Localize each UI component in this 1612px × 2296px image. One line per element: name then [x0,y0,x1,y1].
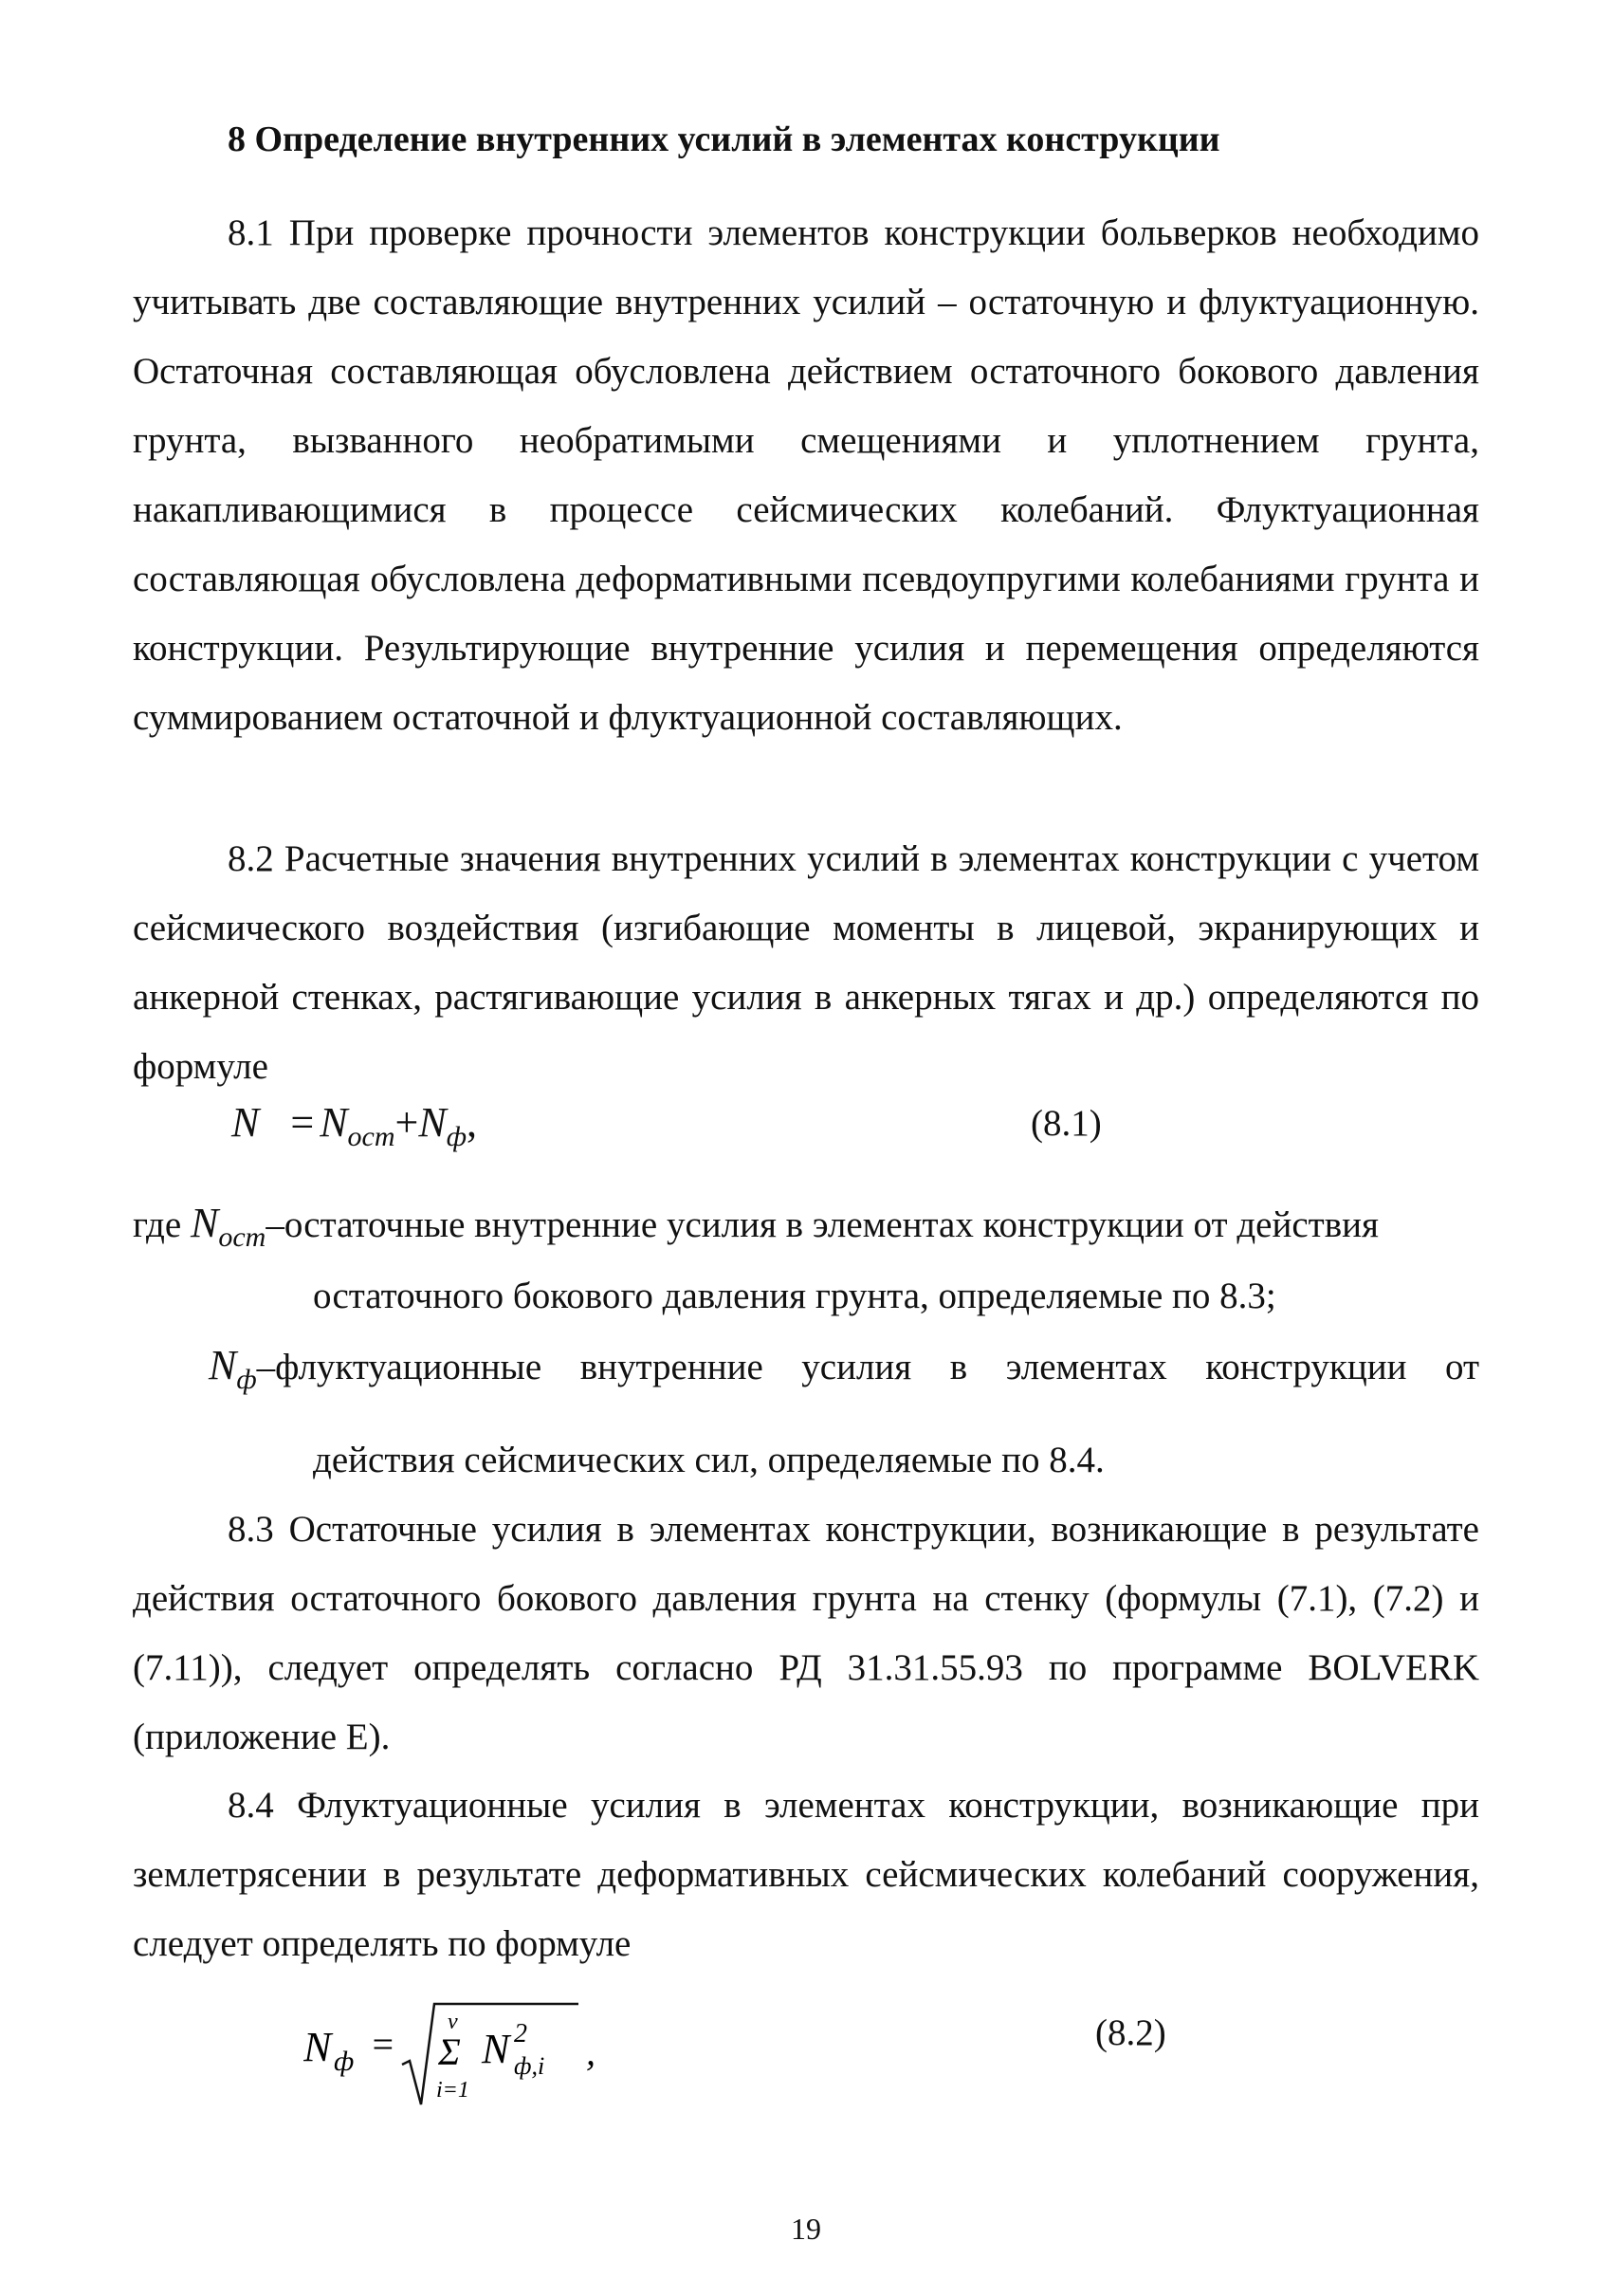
where-item-1-text: –остаточные внутренние усилия в элементах конструкции от действия [266,1204,1379,1245]
formula-8-2-term-sup: 2 [514,2019,527,2048]
formula-8-2 [303,1987,626,2110]
where-prefix: где [133,1204,182,1245]
formula-8-2-term-sub: ф,i [514,2052,545,2080]
formula-8-1-term2-sub: ф [446,1121,467,1152]
formula-8-1-lhs: N [231,1099,260,1146]
where-item-2-text: –флуктуационные внутренние усилия в элементах конструкции от [256,1347,1479,1387]
where-item-1-symbol: $N_{ост}$ [190,1200,266,1253]
formula-8-1-equals: = [290,1099,315,1146]
formula-8-2-term: N [482,2026,510,2072]
where-item-1-continuation: остаточного бокового давления грунта, определяемые по 8.3; [313,1276,1276,1316]
equation-number-8-1: (8.1) [1031,1103,1102,1144]
where-item-2-continuation: действия сейсмических сил, определяемые по 8.4. [313,1440,1105,1480]
formula-8-2-sum-symbol: Σ [438,2030,461,2073]
formula-8-2-sum-upper: v [448,2010,458,2034]
formula-8-2-sum-lower: i=1 [436,2078,469,2103]
formula-8-1-term2: N [418,1099,447,1146]
formula-8-1-term1: N [320,1099,348,1146]
paragraph-8-2: 8.2 Расчетные значения внутренних усилий в элементах конструкции с учетом сейсмического воздействия (изгибающие моменты в лицевой, экранирующих и анкерной стенках, растягивающие усилия в анкерных тягах и др.) определяются по формуле [133,838,1479,1087]
formula-8-2-trail: , [586,2030,595,2073]
formula-8-1 [231,1098,478,1152]
formula-8-2-lhs-sub: ф [334,2046,355,2077]
formula-8-1-trail: , [467,1099,478,1146]
paragraph-8-4: 8.4 Флуктуационные усилия в элементах конструкции, возникающие при землетрясении в результате деформативных сейсмических колебаний сооружения, следует определять по формуле [133,1785,1479,1964]
where-item-2 [209,1331,1479,1405]
formula-8-1-term1-sub: ост [347,1121,395,1152]
paragraph-8-1: 8.1 При проверке прочности элементов конструкции больверков необходимо учитывать две составляющие внутренних усилий – остаточную и флуктуационную. Остаточная составляющая обусловлена действием остаточного бокового давления грунта, вызванного необратимыми смещениями и уплотнением грунта, накапливающимися в процессе сейсмических колебаний. Флуктуационная составляющая обусловлена деформативными псевдоупругими колебаниями грунта и конструкции. Результирующие внутренние усилия и перемещения определяются суммированием остаточной и флуктуационной составляющих. [133,212,1479,738]
where-item-2-symbol: $N_ф$ [209,1342,257,1395]
paragraph-8-3: 8.3 Остаточные усилия в элементах конструкции, возникающие в результате действия остаточного бокового давления грунта на стенку (формулы (7.1), (7.2) и (7.11)), следует определять согласно РД 31.31.55.93 по программе BOLVERK (приложение Е). [133,1509,1479,1757]
equation-number-8-2: (8.2) [1095,2012,1166,2053]
formula-8-2-equals: = [370,2023,395,2066]
section-heading: 8 Определение внутренних усилий в элементах конструкции [228,119,1220,159]
formula-8-1-plus: + [394,1099,419,1146]
page-number: 19 [791,2212,821,2246]
where-item-1 [133,1188,1479,1262]
formula-8-2-lhs: N [303,2024,332,2070]
